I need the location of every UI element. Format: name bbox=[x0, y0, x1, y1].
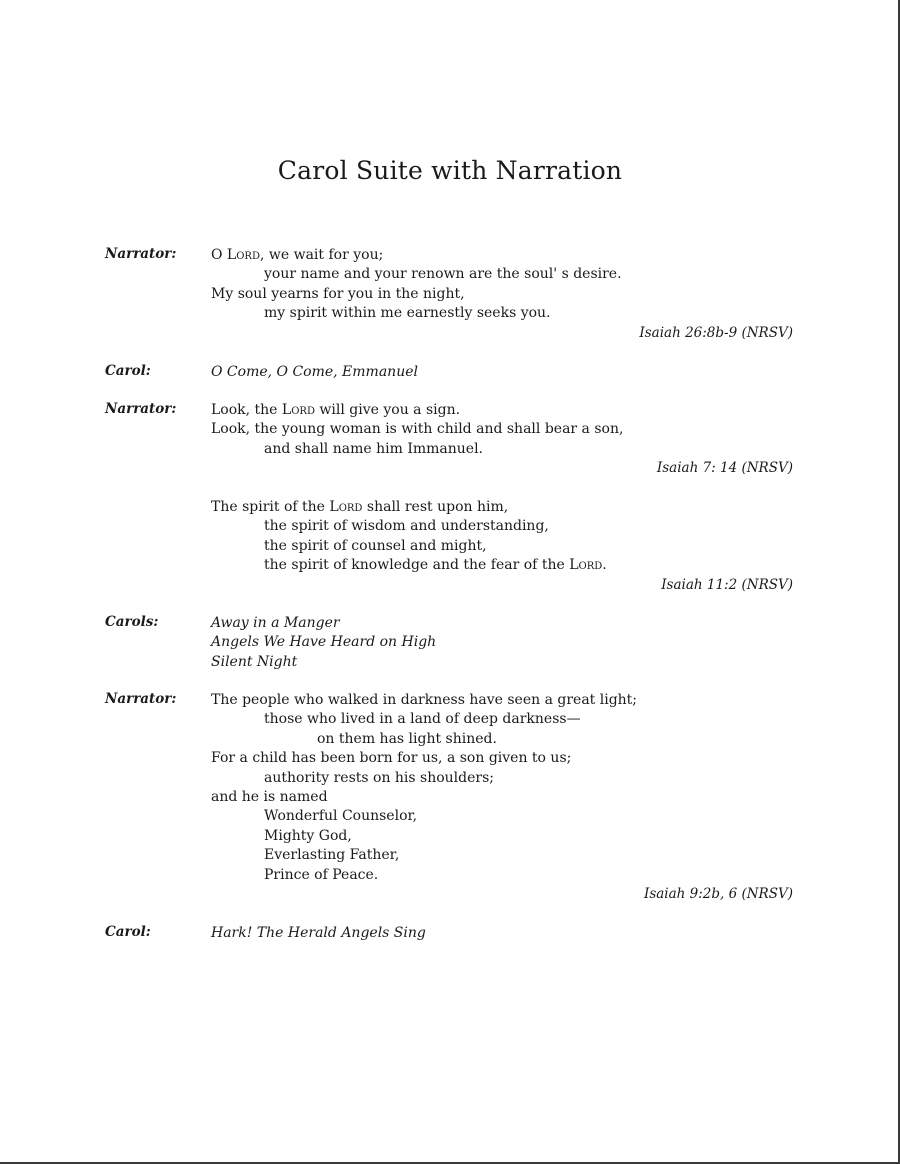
narration-line: The spirit of the Lord shall rest upon him, bbox=[211, 499, 509, 515]
narration-line: The people who walked in darkness have seen a great light; bbox=[211, 692, 638, 708]
narration-lines bbox=[211, 498, 801, 576]
speaker-label: Narrator: bbox=[105, 401, 177, 417]
narration-line: Look, the young woman is with child and shall bear a son, bbox=[211, 421, 624, 438]
speaker-label: Carols: bbox=[105, 614, 159, 630]
narration-lines bbox=[211, 401, 801, 459]
narration-line: on them has light shined. bbox=[317, 730, 497, 747]
carol-title: Angels We Have Heard on High bbox=[211, 634, 437, 651]
carol-title: Silent Night bbox=[211, 653, 298, 670]
speaker-label: Narrator: bbox=[105, 246, 177, 262]
narration-line: Mighty God, bbox=[264, 827, 352, 844]
narration-line: the spirit of knowledge and the fear of the Lord. bbox=[264, 557, 607, 574]
narration-lines bbox=[211, 691, 801, 885]
carol-titles bbox=[211, 614, 801, 672]
carol-title: O Come, O Come, Emmanuel bbox=[211, 364, 418, 380]
scripture-citation: Isaiah 11:2 (NRSV) bbox=[661, 577, 793, 593]
narration-line: O Lord, we wait for you; bbox=[211, 247, 384, 263]
narration-line: my spirit within me earnestly seeks you. bbox=[264, 305, 551, 322]
carol-titles bbox=[211, 924, 801, 943]
speaker-label: Narrator: bbox=[105, 691, 177, 707]
scripture-citation: Isaiah 7: 14 (NRSV) bbox=[656, 460, 793, 476]
narration-line: the spirit of counsel and might, bbox=[264, 537, 487, 554]
narration-lines bbox=[211, 246, 801, 324]
narration-line: Everlasting Father, bbox=[264, 847, 400, 864]
narration-line: and he is named bbox=[211, 789, 328, 806]
narration-line: Wonderful Counselor, bbox=[264, 808, 418, 825]
narration-line: Look, the Lord will give you a sign. bbox=[211, 402, 461, 418]
carol-titles bbox=[211, 363, 801, 382]
narration-line: For a child has been born for us, a son given to us; bbox=[211, 750, 572, 767]
speaker-label: Carol: bbox=[105, 363, 151, 379]
speaker-label: Carol: bbox=[105, 924, 151, 940]
narration-line: Prince of Peace. bbox=[264, 866, 379, 883]
scripture-citation: Isaiah 26:8b-9 (NRSV) bbox=[639, 325, 793, 341]
page-title: Carol Suite with Narration bbox=[277, 156, 623, 185]
carol-title: Away in a Manger bbox=[211, 615, 340, 631]
narration-line: those who lived in a land of deep darkness— bbox=[264, 711, 581, 728]
narration-line: My soul yearns for you in the night, bbox=[211, 285, 465, 302]
carol-title: Hark! The Herald Angels Sing bbox=[211, 925, 426, 941]
narration-line: and shall name him Immanuel. bbox=[264, 440, 483, 457]
narration-line: the spirit of wisdom and understanding, bbox=[264, 518, 549, 535]
scripture-citation: Isaiah 9:2b, 6 (NRSV) bbox=[643, 886, 793, 902]
narration-line: authority rests on his shoulders; bbox=[264, 769, 495, 786]
narration-line: your name and your renown are the soul' s desire. bbox=[264, 266, 622, 283]
